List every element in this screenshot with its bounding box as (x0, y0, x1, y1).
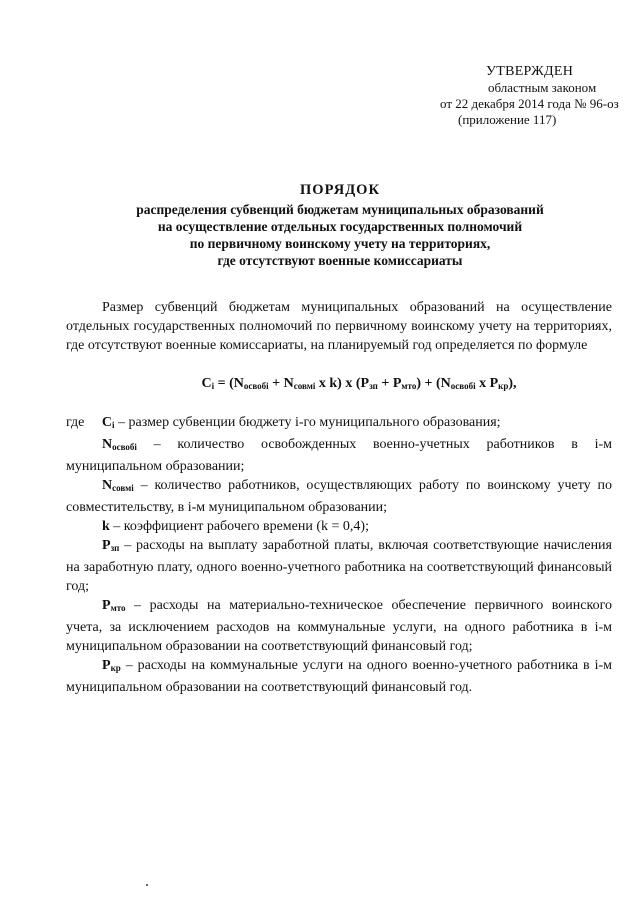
definition-text: – размер субвенции бюджету i-го муниципального образования; (114, 415, 501, 430)
var-sub: кр (110, 663, 121, 673)
formula-text: ) + ( (416, 376, 441, 391)
where-label: где (66, 415, 85, 430)
formula-sub: освобi (243, 381, 269, 391)
document-body (66, 298, 612, 697)
title-line-3: по первичному воинскому учету на территориях, (189, 236, 491, 251)
definition-ci (66, 413, 612, 435)
scan-speck (146, 884, 148, 886)
formula-text: = ( (214, 376, 234, 391)
var-n: N (102, 437, 113, 452)
approval-appendix: (приложение 117) (458, 112, 557, 127)
approval-law: областным законом (488, 80, 597, 95)
var-sub: зп (110, 543, 120, 553)
formula-p: P (489, 376, 499, 391)
definition-text: – коэффициент рабочего времени (k = 0,4); (109, 519, 369, 534)
var-sub: освобi (112, 442, 137, 452)
approval-stamp (420, 64, 620, 128)
var-sub: мто (110, 603, 126, 613)
formula-n: N (283, 376, 294, 391)
formula-sub: освобi (450, 381, 476, 391)
title-main: ПОРЯДОК (300, 182, 380, 198)
formula-n: N (440, 376, 451, 391)
formula-n: N (233, 376, 244, 391)
intro-paragraph: Размер субвенций бюджетам муниципальных образований на осуществление отдельных государственных полномочий по первичному воинскому учету на территориях, где отсутствуют военные комиссариаты, на планируемый год определяется по формуле (66, 300, 612, 353)
formula-p: P (360, 376, 370, 391)
definition-text: – расходы на коммунальные услуги на одного военно-учетного работника в i-м муниципальном образовании на соответствующий финансовый год. (66, 658, 612, 695)
formula-text: + (377, 376, 393, 391)
definition-pzp (66, 536, 612, 596)
var-sub: совмi (112, 483, 134, 493)
definition-pmto (66, 596, 612, 656)
formula-sub: мто (401, 381, 417, 391)
formula-text: x (475, 376, 490, 391)
definition-text: – количество освобожденных военно-учетных работников в i-м муниципальном образовании; (66, 437, 612, 474)
formula-ci: C (201, 376, 212, 391)
var-c: C (101, 415, 113, 430)
definition-text: – расходы на материально-техническое обеспечение первичного воинского учета, за исключением расходов на коммунальные услуги, на одного работника в i-м муниципальном образовании на соответствующий финансовый год; (66, 598, 612, 654)
formula-text: x k) x ( (315, 376, 361, 391)
var-p: P (102, 538, 111, 553)
title-line-4: где отсутствуют военные комиссариаты (217, 253, 463, 268)
formula-text: ), (508, 376, 517, 391)
definition-k (66, 517, 612, 536)
var-p: P (102, 658, 111, 673)
approval-date: от 22 декабря 2014 года № 96-оз (440, 96, 619, 111)
formula-sub: кр (498, 381, 509, 391)
var-k: k (102, 519, 110, 534)
title-line-2: на осуществление отдельных государственных полномочий (157, 219, 523, 234)
var-sub: i (112, 420, 115, 430)
definition-text: – количество работников, осуществляющих работу по воинскому учету по совместительству, в i-м муниципальном образовании; (66, 478, 612, 515)
definition-text: – расходы на выплату заработной платы, включая соответствующие начисления на заработную плату, одного военно-учетного работника на соответствующий финансовый год; (66, 538, 612, 594)
formula (106, 374, 612, 396)
formula-p: P (392, 376, 402, 391)
title-line-1: распределения субвенций бюджетам муниципальных образований (136, 202, 544, 217)
formula-sub: зп (369, 381, 378, 391)
definition-nsovm (66, 476, 612, 517)
var-n: N (102, 478, 113, 493)
var-p: P (102, 598, 111, 613)
formula-text: + (268, 376, 284, 391)
approval-heading: УТВЕРЖДЕН (486, 64, 574, 79)
definition-nosvob (66, 435, 612, 476)
formula-sub: совмi (293, 381, 316, 391)
document-title (60, 182, 620, 269)
formula-sub-i: i (211, 381, 215, 391)
definition-pkr (66, 656, 612, 697)
